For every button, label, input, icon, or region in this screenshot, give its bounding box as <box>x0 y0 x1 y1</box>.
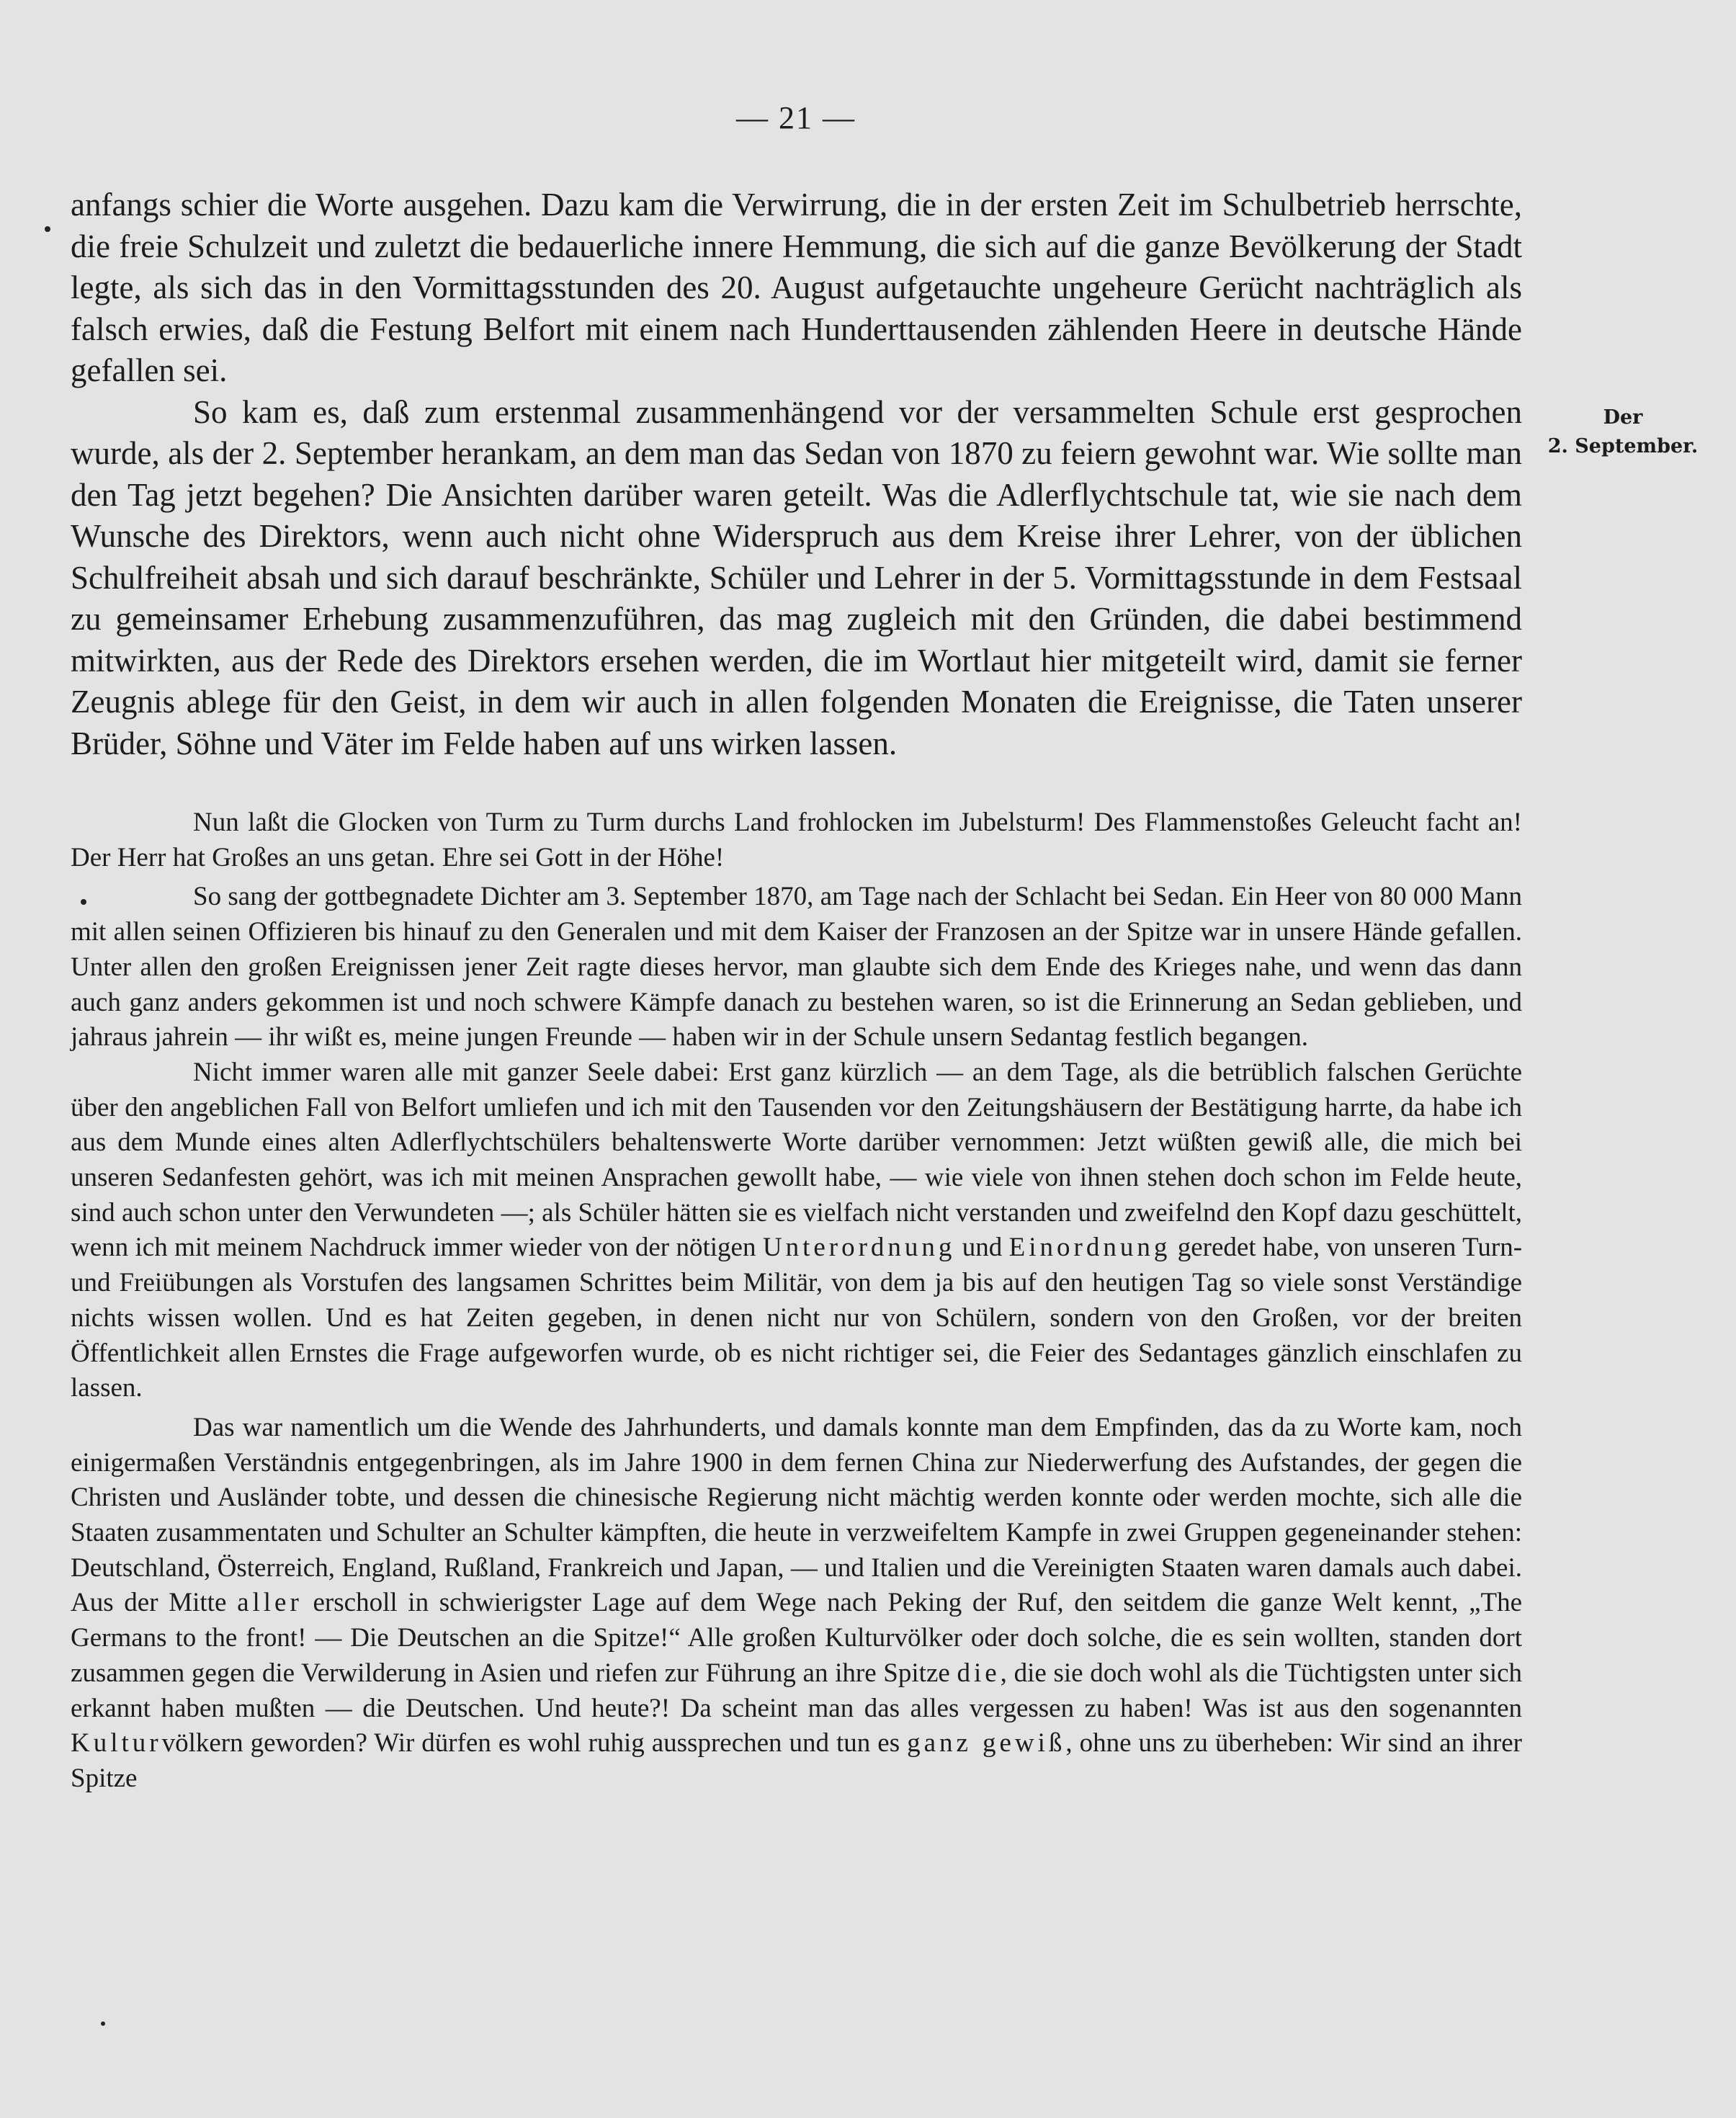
speech-paragraph-4-part-g: völkern geworden? Wir dürfen es wohl ruhig aussprechen und tun es <box>161 1728 900 1759</box>
emphasis-ganz-gewiss: ganz gewiß <box>907 1728 1066 1759</box>
print-speck <box>81 899 86 905</box>
paragraph-2: So kam es, daß zum erstenmal zusammenhängend vor der versammelten Schule erst gesprochen wurde, als der 2. September herankam, an dem man das Sedan von 1870 zu feiern gewohnt war. Wie sollte man den Tag jetzt begehen? Die Ansichten darüber waren geteilt. Was die Adlerflychtschule tat, wie sie nach dem Wunsche des Direktors, wenn auch nicht ohne Widerspruch aus dem Kreise ihrer Lehrer, von der üblichen Schulfreiheit absah und sich darauf beschränkte, Schüler und Lehrer in der 5. Vormittagsstunde in dem Festsaal zu gemeinsamer Erhebung zusammenzuführen, das mag zugleich mit den Gründen, die dabei bestimmend mitwirkten, aus der Rede des Direktors ersehen werden, die im Wortlaut hier mitgeteilt wird, damit sie ferner Zeugnis ablege für den Geist, in dem wir auch in allen folgenden Monaten die Ereignisse, die Taten unserer Brüder, Söhne und Väter im Felde haben auf uns wirken lassen. <box>71 393 1522 761</box>
emphasis-aller: aller <box>237 1588 303 1618</box>
speech-paragraph-3-part-a: Nicht immer waren alle mit ganzer Seele dabei: Erst ganz kürzlich — an dem Tage, als die betrüblich falschen Gerüchte über den angeblichen Fall von Belfort umliefen und ich mit den Tausenden vor den Zeitungshäusern der Bestätigung harrte, da habe ich aus dem Munde eines alten Adlerflychtschülers behaltenswerte Worte darüber vernommen: Jetzt wüßten gewiß alle, die mich bei unseren Sedanfesten gehört, was ich mit meinen Ansprachen gewollt habe, — wie viele von ihnen stehen doch schon im Felde heute, sind auch schon unter den Verwundeten —; als Schüler hätten sie es vielfach nicht verstanden und zweifelnd den Kopf dazu geschüttelt, wenn ich mit meinem Nachdruck immer wieder von der nötigen <box>71 1057 1522 1263</box>
speech-paragraph-3-part-c: und <box>962 1233 1003 1263</box>
main-text <box>71 184 1522 764</box>
speech-paragraph-4 <box>71 1411 1522 1797</box>
speech-paragraph-4-part-i: , ohne uns zu überheben: Wir sind an ihrer Spitze <box>71 1728 1522 1793</box>
speech-text <box>71 805 1522 1797</box>
page-number: — 21 — <box>736 100 856 135</box>
emphasis-die: die <box>957 1658 1001 1688</box>
speech-paragraph-2: So sang der gottbegnadete Dichter am 3. September 1870, am Tage nach der Schlacht bei Sedan. Ein Heer von 80 000 Mann mit allen seinen Offizieren bis hinauf zu den Generalen und mit dem Kaiser der Franzosen an der Spitze war in unsere Hände gefallen. Unter allen den großen Ereignissen jener Zeit ragte dieses hervor, man glaubte sich dem Ende des Krieges nahe, und wenn das dann auch ganz anders gekommen ist und noch schwere Kämpfe danach zu bestehen waren, so ist die Erinnerung an Sedan geblieben, und jahraus jahrein — ihr wißt es, meine jungen Freunde — haben wir in der Schule unsern Sedantag festlich begangen. <box>71 882 1522 1053</box>
speech-paragraph-4-part-c: erscholl in schwierigster Lage auf dem Wege nach Peking der Ruf, den seitdem die ganze Welt kennt, „The Germans to the front! — Die Deutschen an die Spitze!“ Alle großen Kulturvölker oder doch solche, die es sein wollten, standen dort zusammen gegen die Verwilderung in Asien und riefen zur Führung an ihre Spitze <box>71 1588 1523 1688</box>
print-speck <box>45 226 50 232</box>
marginal-note-line1: Der <box>1603 406 1643 429</box>
speech-paragraph-1: Nun laßt die Glocken von Turm zu Turm durchs Land frohlocken im Jubelsturm! Des Flammenstoßes Geleucht facht an! Der Herr hat Großes an uns getan. Ehre sei Gott in der Höhe! <box>71 808 1522 872</box>
marginal-note-line2: 2. September. <box>1547 435 1699 457</box>
print-speck <box>101 2021 105 2026</box>
speech-paragraph-4-part-a: Das war namentlich um die Wende des Jahrhunderts, und damals konnte man dem Empfinden, das da zu Worte kam, noch einigermaßen Verständnis entgegenbringen, als im Jahre 1900 in dem fernen China zur Niederwerfung des Aufstandes, der gegen die Christen und Ausländer tobte, und dessen die chinesische Regierung nicht mächtig werden konnte oder werden mochte, sich alle die Staaten zusammentaten und Schulter an Schulter kämpften, die heute in verzweifeltem Kampfe in zwei Gruppen gegeneinander stehen: Deutschland, Österreich, England, Rußland, Frankreich und Japan, — und Italien und die Vereinigten Staaten waren damals auch dabei. Aus der Mitte <box>71 1412 1522 1618</box>
speech-paragraph-3-part-e: geredet habe, von unseren Turn- und Freiübungen als Vorstufen des langsamen Schrittes beim Militär, von dem ja bis auf den heutigen Tag so viele sonst Verständige nichts wissen wollen. Und es hat Zeiten gegeben, in denen nicht nur von Schülern, sondern von den Großen, vor der breiten Öffentlichkeit allen Ernstes die Frage aufgeworfen wurde, ob es nicht richtiger sei, die Feier des Sedantages gänzlich einschlafen zu lassen. <box>71 1233 1523 1403</box>
emphasis-einordnung: Einordnung <box>1008 1233 1171 1263</box>
emphasis-kultur: Kultur <box>71 1728 162 1759</box>
emphasis-unterordnung: Unterordnung <box>762 1233 956 1263</box>
paragraph-1: anfangs schier die Worte ausgehen. Dazu kam die Verwirrung, die in der ersten Zeit im Schulbetrieb herrschte, die freie Schulzeit und zuletzt die bedauerliche innere Hemmung, die sich auf die ganze Bevölkerung der Stadt legte, als sich das in den Vormittagsstunden des 20. August aufgetauchte ungeheure Gerücht nachträglich als falsch erwies, daß die Festung Belfort mit einem nach Hunderttausenden zählenden Heere in deutsche Hände gefallen sei. <box>71 187 1522 388</box>
marginal-note <box>1533 403 1713 461</box>
speech-paragraph-4-part-e: , die sie doch wohl als die Tüchtigsten unter sich erkannt haben mußten — die Deutschen. Und heute?! Da scheint man das alles vergessen zu haben! Was ist aus den sogenannten <box>71 1658 1523 1723</box>
speech-paragraph-3 <box>71 1055 1522 1406</box>
